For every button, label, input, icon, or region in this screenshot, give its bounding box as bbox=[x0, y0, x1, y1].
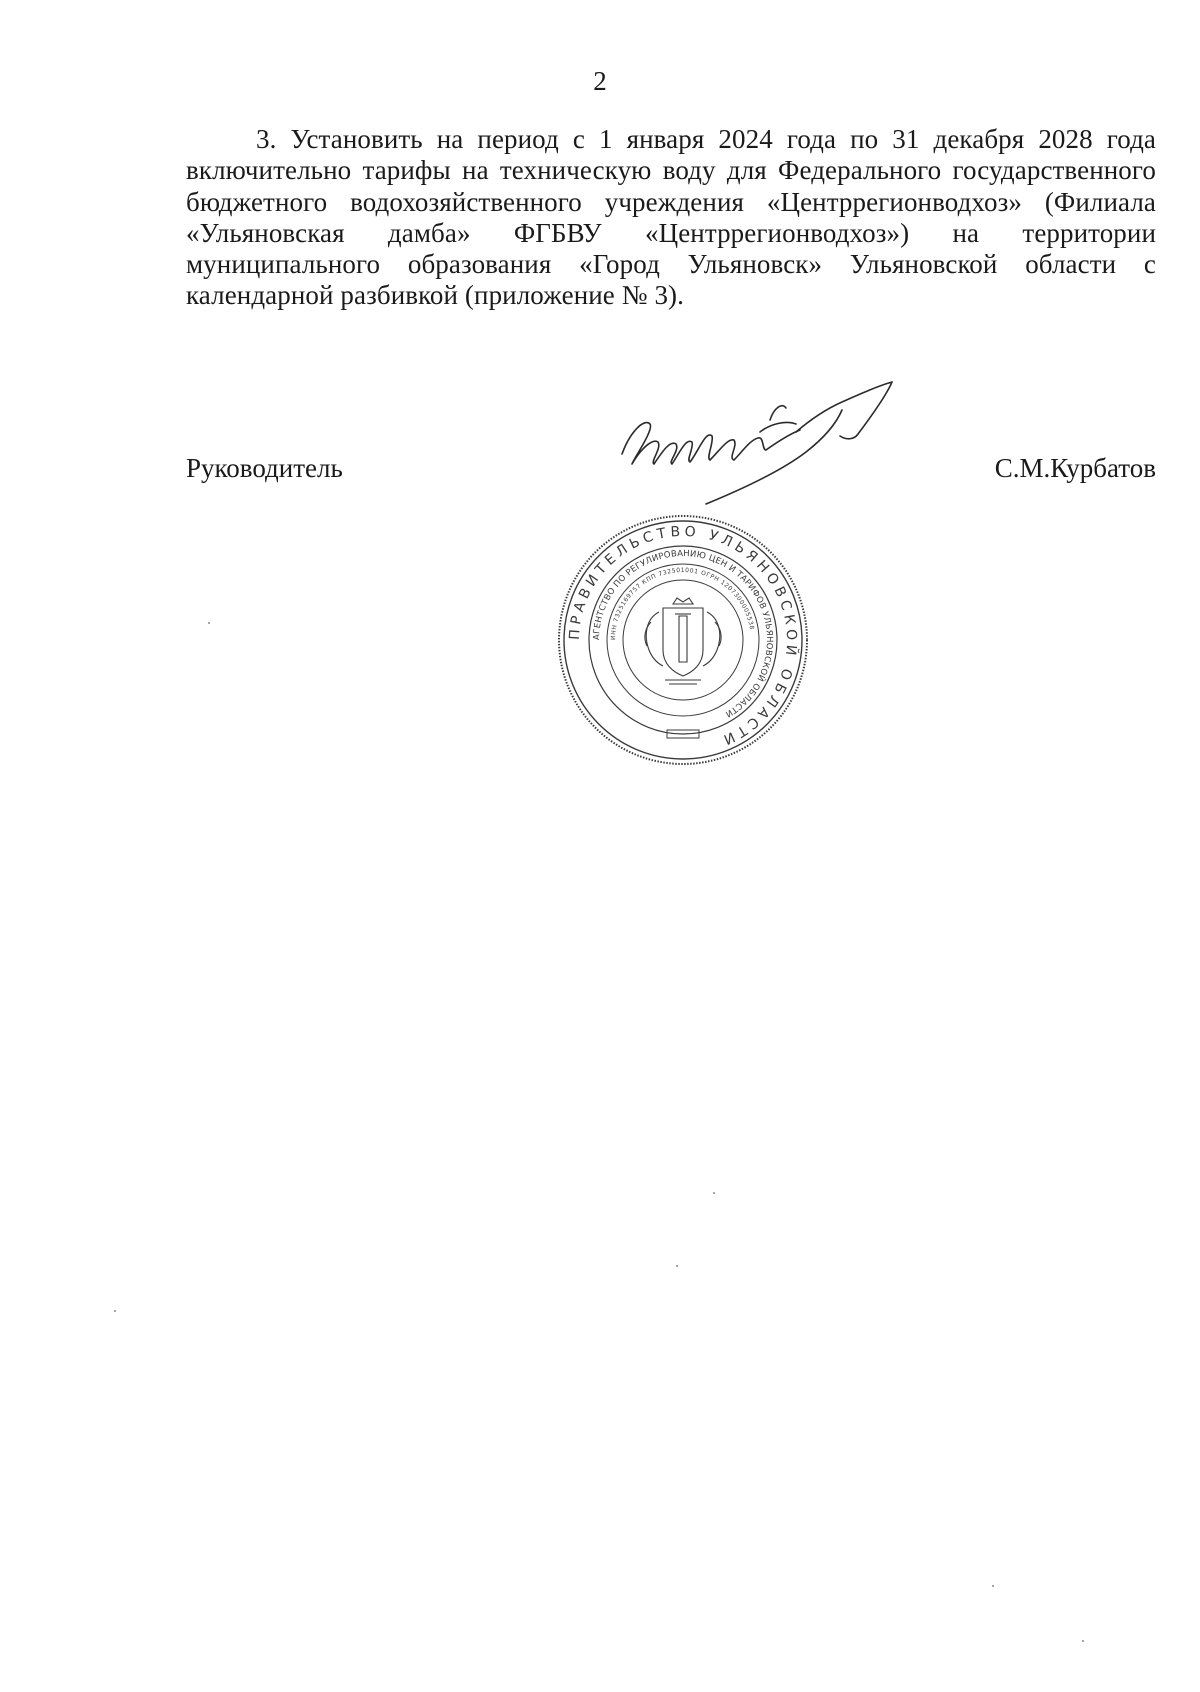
seal-outer-text: ПРАВИТЕЛЬСТВО УЛЬЯНОВСКОЙ ОБЛАСТИ bbox=[566, 523, 800, 749]
scan-speck bbox=[713, 1192, 715, 1194]
scan-speck bbox=[114, 1310, 116, 1312]
signer-name: С.М.Курбатов bbox=[994, 453, 1156, 483]
scan-speck bbox=[676, 1265, 678, 1267]
page-number: 2 bbox=[593, 66, 607, 96]
handwritten-signature bbox=[610, 380, 920, 510]
coat-of-arms-icon bbox=[645, 598, 721, 684]
body-paragraph: 3. Установить на период с 1 января 2024 года по 31 декабря 2028 года включительно тарифы на техническую воду для Федерального государственного бюджетного водохозяйственного учреждения «Центррегионводхоз» (Филиала «Ульяновская дамба» ФГБВУ «Центррегионводхоз») на территории муниципального образования «Город Ульяновск» Ульяновской области с календарной разбивкой (приложение № 3). bbox=[186, 124, 1156, 311]
signer-title: Руководитель bbox=[186, 453, 343, 483]
scan-speck bbox=[992, 1585, 994, 1587]
official-seal bbox=[555, 512, 811, 768]
seal-inn-text: ИНН 7325169757 КПП 732501001 ОГРН 1207300005538 bbox=[609, 566, 756, 641]
scan-speck bbox=[1082, 1640, 1084, 1642]
scan-speck bbox=[208, 622, 210, 624]
seal-inner-text: АГЕНТСТВО ПО РЕГУЛИРОВАНИЮ ЦЕН И ТАРИФОВ УЛЬЯНОВСКОЙ ОБЛАСТИ bbox=[591, 548, 775, 719]
